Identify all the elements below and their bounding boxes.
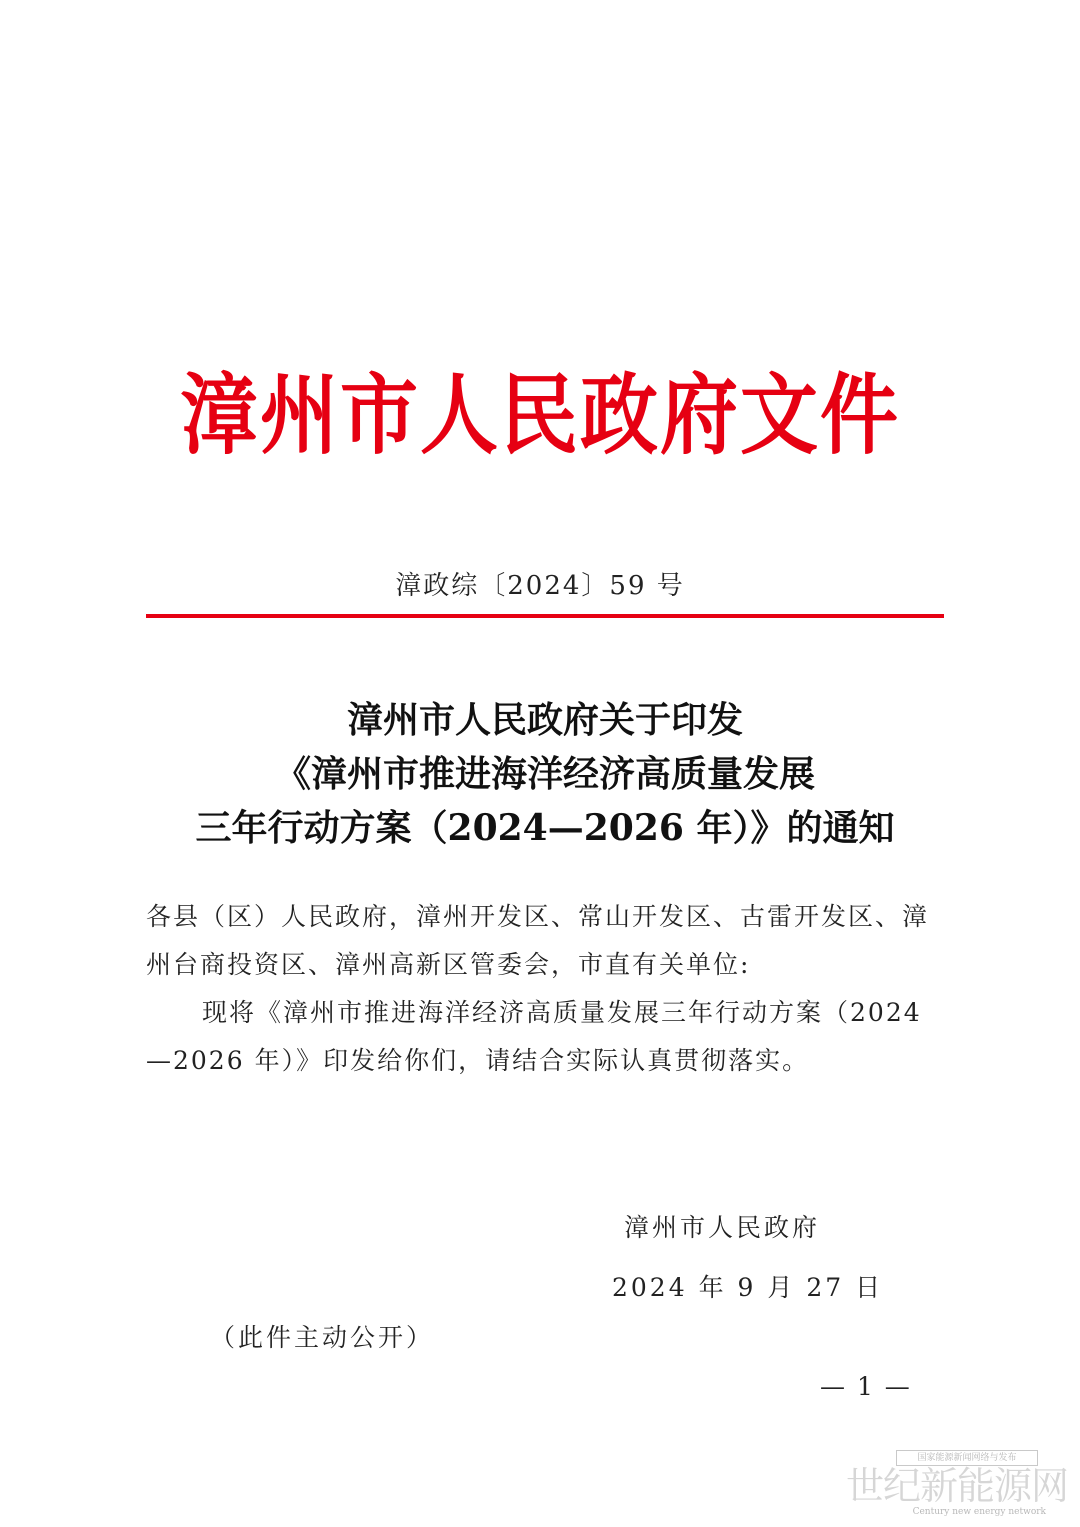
page-number: — 1 — bbox=[820, 1372, 912, 1401]
red-separator-rule bbox=[146, 614, 944, 618]
watermark-tag: 国家能源新闻网络与发布 bbox=[896, 1450, 1038, 1466]
notice-title bbox=[120, 693, 970, 855]
document-number: 漳政综〔2024〕59 号 bbox=[395, 571, 685, 601]
notice-body bbox=[146, 893, 946, 1085]
watermark-main-text: 世纪新能源网 bbox=[846, 1464, 1069, 1508]
notice-title-line-3: 三年行动方案（2024—2026 年）》的通知 bbox=[195, 807, 895, 849]
notice-title-line-1: 漳州市人民政府关于印发 bbox=[346, 699, 743, 741]
notice-title-line-2: 《漳州市推进海洋经济高质量发展 bbox=[274, 753, 815, 795]
main-paragraph: 现将《漳州市推进海洋经济高质量发展三年行动方案（2024—2026 年）》印发给你们，请结合实际认真贯彻落实。 bbox=[146, 998, 922, 1075]
signature-organization: 漳州市人民政府 bbox=[624, 1213, 821, 1242]
document-masthead: 漳州市人民政府文件 bbox=[179, 365, 900, 467]
watermark-subtitle: Century new energy network bbox=[912, 1507, 1046, 1517]
recipients-paragraph: 各县（区）人民政府，漳州开发区、常山开发区、古雷开发区、漳州台商投资区、漳州高新区管委会，市直有关单位: bbox=[146, 902, 930, 979]
signature-date: 2024 年 9 月 27 日 bbox=[612, 1273, 884, 1302]
public-disclosure-note: （此件主动公开） bbox=[210, 1323, 435, 1352]
watermark-logo bbox=[846, 1450, 1069, 1520]
